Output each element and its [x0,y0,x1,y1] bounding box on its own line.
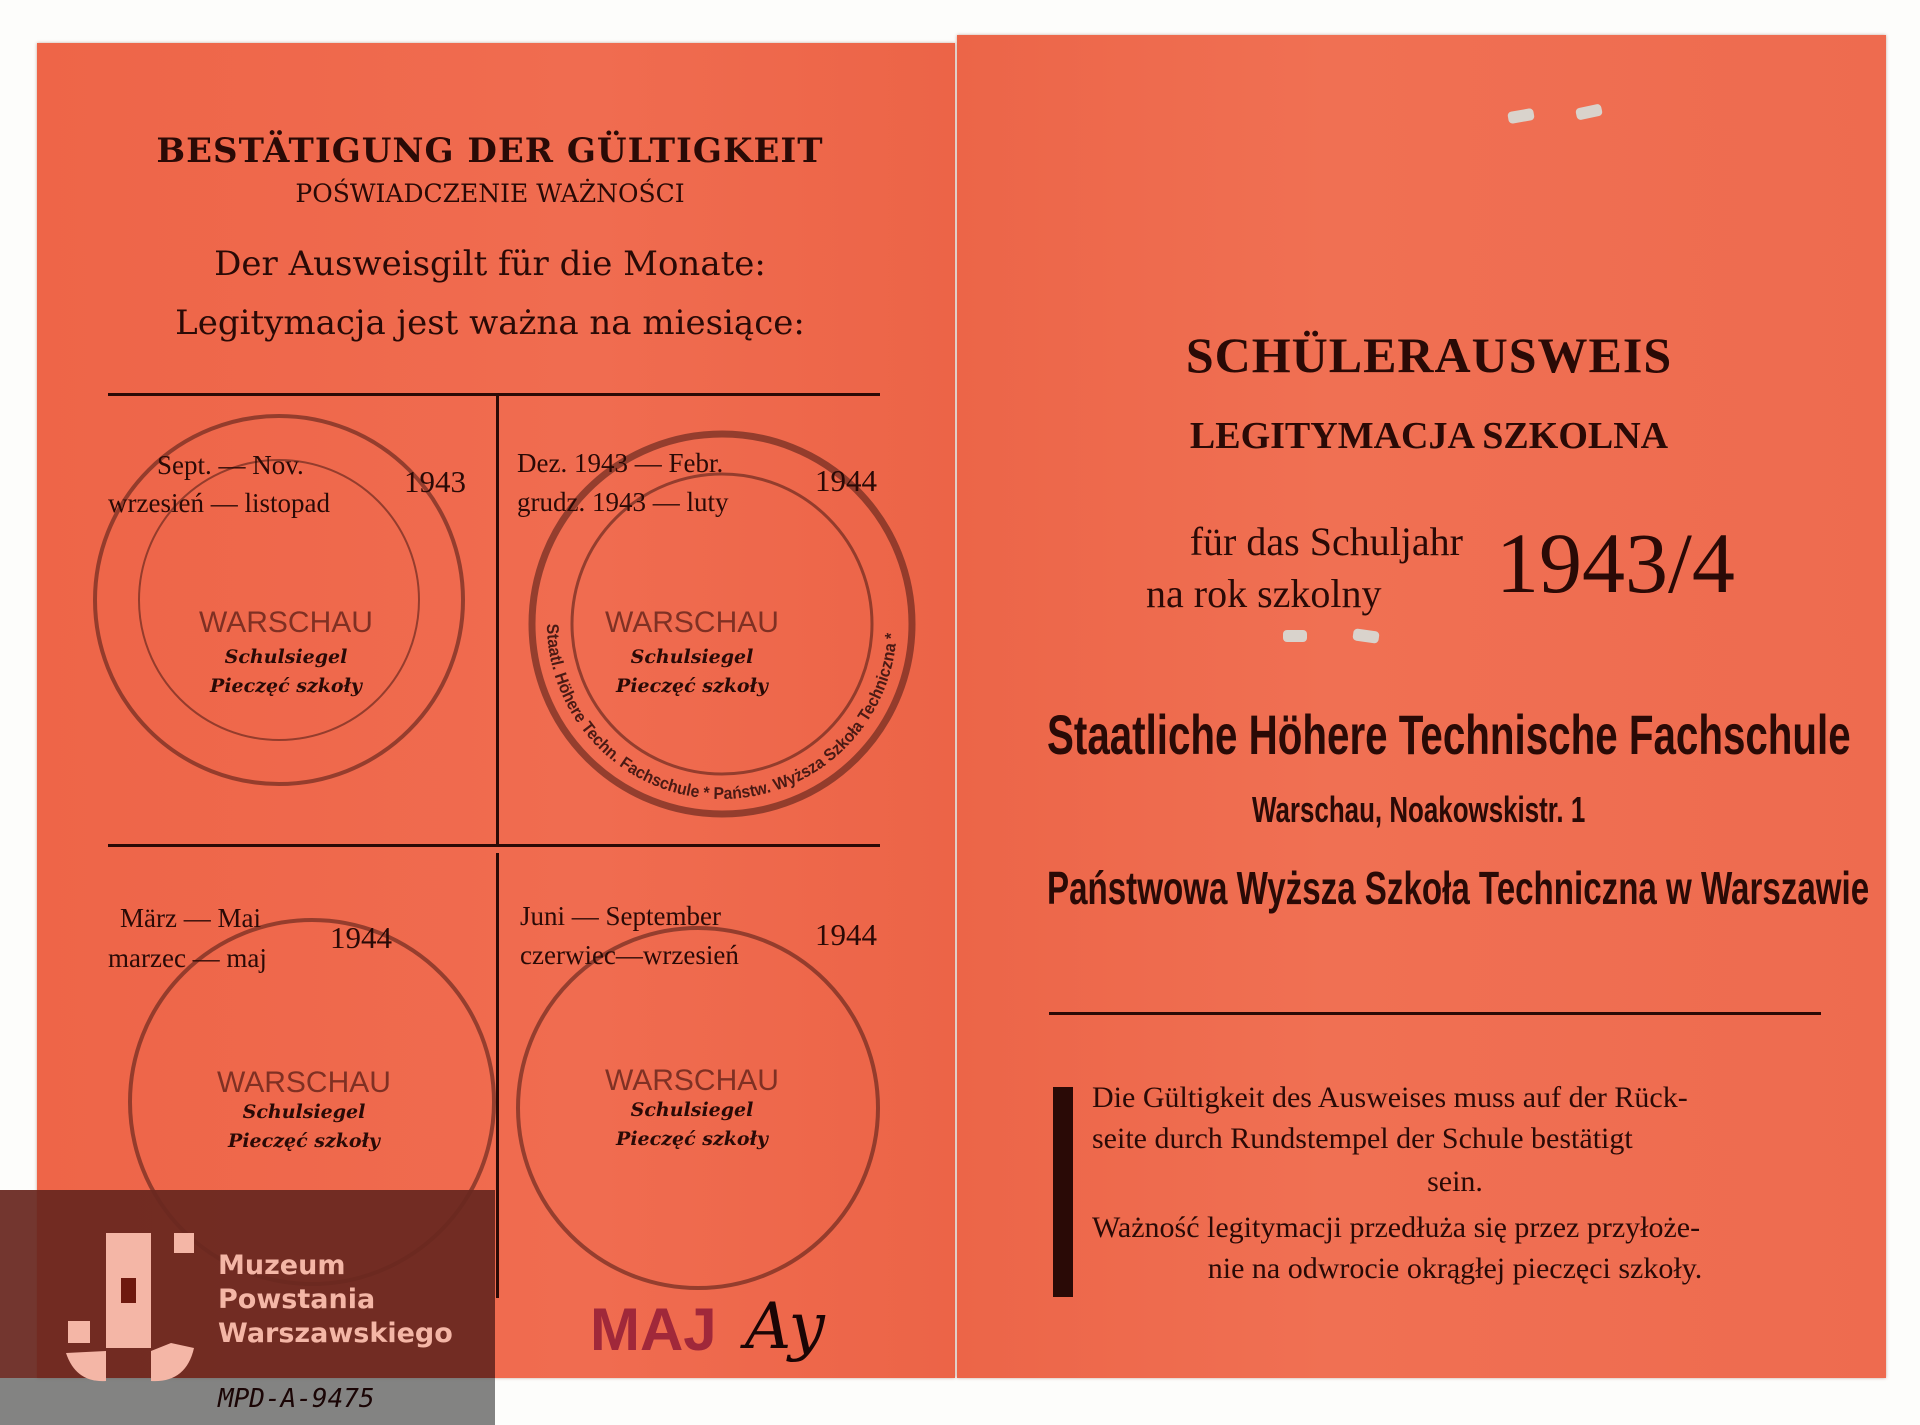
id-title-de: SCHÜLERAUSWEIS [1185,327,1673,383]
cell-months-de: Juni — September [520,901,721,931]
stamp-city: WARSCHAU [605,1064,779,1097]
note-de-line: seite durch Rundstempel der Schule bestätigt [1092,1122,1633,1155]
divider-line [108,844,880,847]
cell-months-pl: wrzesień — listopad [108,488,330,518]
divider-line [108,393,880,396]
stamp-city: WARSCHAU [217,1066,391,1099]
watermark-line: Warszawskiego [218,1318,453,1349]
school-name-pl: Państwowa Wyższa Szkoła Techniczna w Warszawie [1047,862,1870,914]
validity-title-de: BESTÄTIGUNG DER GÜLTIGKEIT [156,131,824,171]
note-de-line: sein. [1427,1165,1483,1198]
seal-label-pl: Pieczęć szkoły [616,675,768,697]
seal-label-pl: Pieczęć szkoły [228,1130,380,1152]
signature: Ay [745,1290,825,1364]
staple-hole [1283,630,1307,642]
museum-anchor-logo-icon [66,1233,201,1383]
validity-subtitle-de: Der Ausweisgilt für die Monate: [214,244,766,284]
seal-label-de: Schulsiegel [224,646,348,668]
stamp-city: WARSCHAU [605,606,779,639]
note-pl-line: Ważność legitymacji przedłuża się przez przyłoże- [1092,1211,1701,1244]
cell-months-de: Dez. 1943 — Febr. [517,448,724,478]
school-year-label-de: für das Schuljahr [1189,519,1463,564]
stamp-ring-text: Staatl. Höhere Techn. Fachschule * Państw. Wyższa Szkoła Techniczna * [542,623,901,804]
id-title-pl: LEGITYMACJA SZKOLNA [1189,415,1669,457]
seal-label-pl: Pieczęć szkoły [616,1128,768,1150]
school-year-label-pl: na rok szkolny [1146,571,1382,616]
cell-year: 1944 [815,463,877,498]
cell-months-pl: marzec — maj [108,943,267,973]
seal-label-de: Schulsiegel [242,1101,366,1123]
seal-label-de: Schulsiegel [630,646,754,668]
divider-line [1049,1012,1821,1015]
watermark-line: Muzeum [218,1250,346,1281]
watermark-line: Powstania [218,1284,376,1315]
school-year-value: 1943/4 [1496,515,1735,611]
date-stamp: MAJ [590,1296,717,1363]
cell-year: 1944 [330,920,392,955]
cell-year: 1944 [815,917,877,952]
note-de-line: Die Gültigkeit des Ausweises muss auf der Rück- [1092,1081,1688,1114]
museum-watermark [0,1190,495,1425]
cell-months-pl: czerwiec—wrzesień [520,940,739,970]
cell-months-de: März — Mai [120,903,261,933]
note-pl-line: nie na odwrocie okrągłej pieczęci szkoły. [1207,1252,1703,1285]
divider-line [496,395,499,845]
school-name-de: Staatliche Höhere Technische Fachschule [1047,703,1851,766]
inventory-number: MPD-A-9475 [218,1384,375,1414]
seal-label-pl: Pieczęć szkoły [210,675,362,697]
validity-title-pl: POŚWIADCZENIE WAŻNOŚCI [295,179,685,208]
validity-subtitle-pl: Legitymacja jest ważna na miesiące: [175,303,805,343]
seal-label-de: Schulsiegel [630,1099,754,1121]
stamp-city: WARSCHAU [199,606,373,639]
cell-months-pl: grudz. 1943 — luty [517,487,729,517]
cell-year: 1943 [404,464,466,499]
note-bar [1053,1087,1073,1297]
cell-months-de: Sept. — Nov. [157,450,304,480]
school-address: Warschau, Noakowskistr. 1 [1252,789,1586,830]
divider-line [496,853,499,1298]
